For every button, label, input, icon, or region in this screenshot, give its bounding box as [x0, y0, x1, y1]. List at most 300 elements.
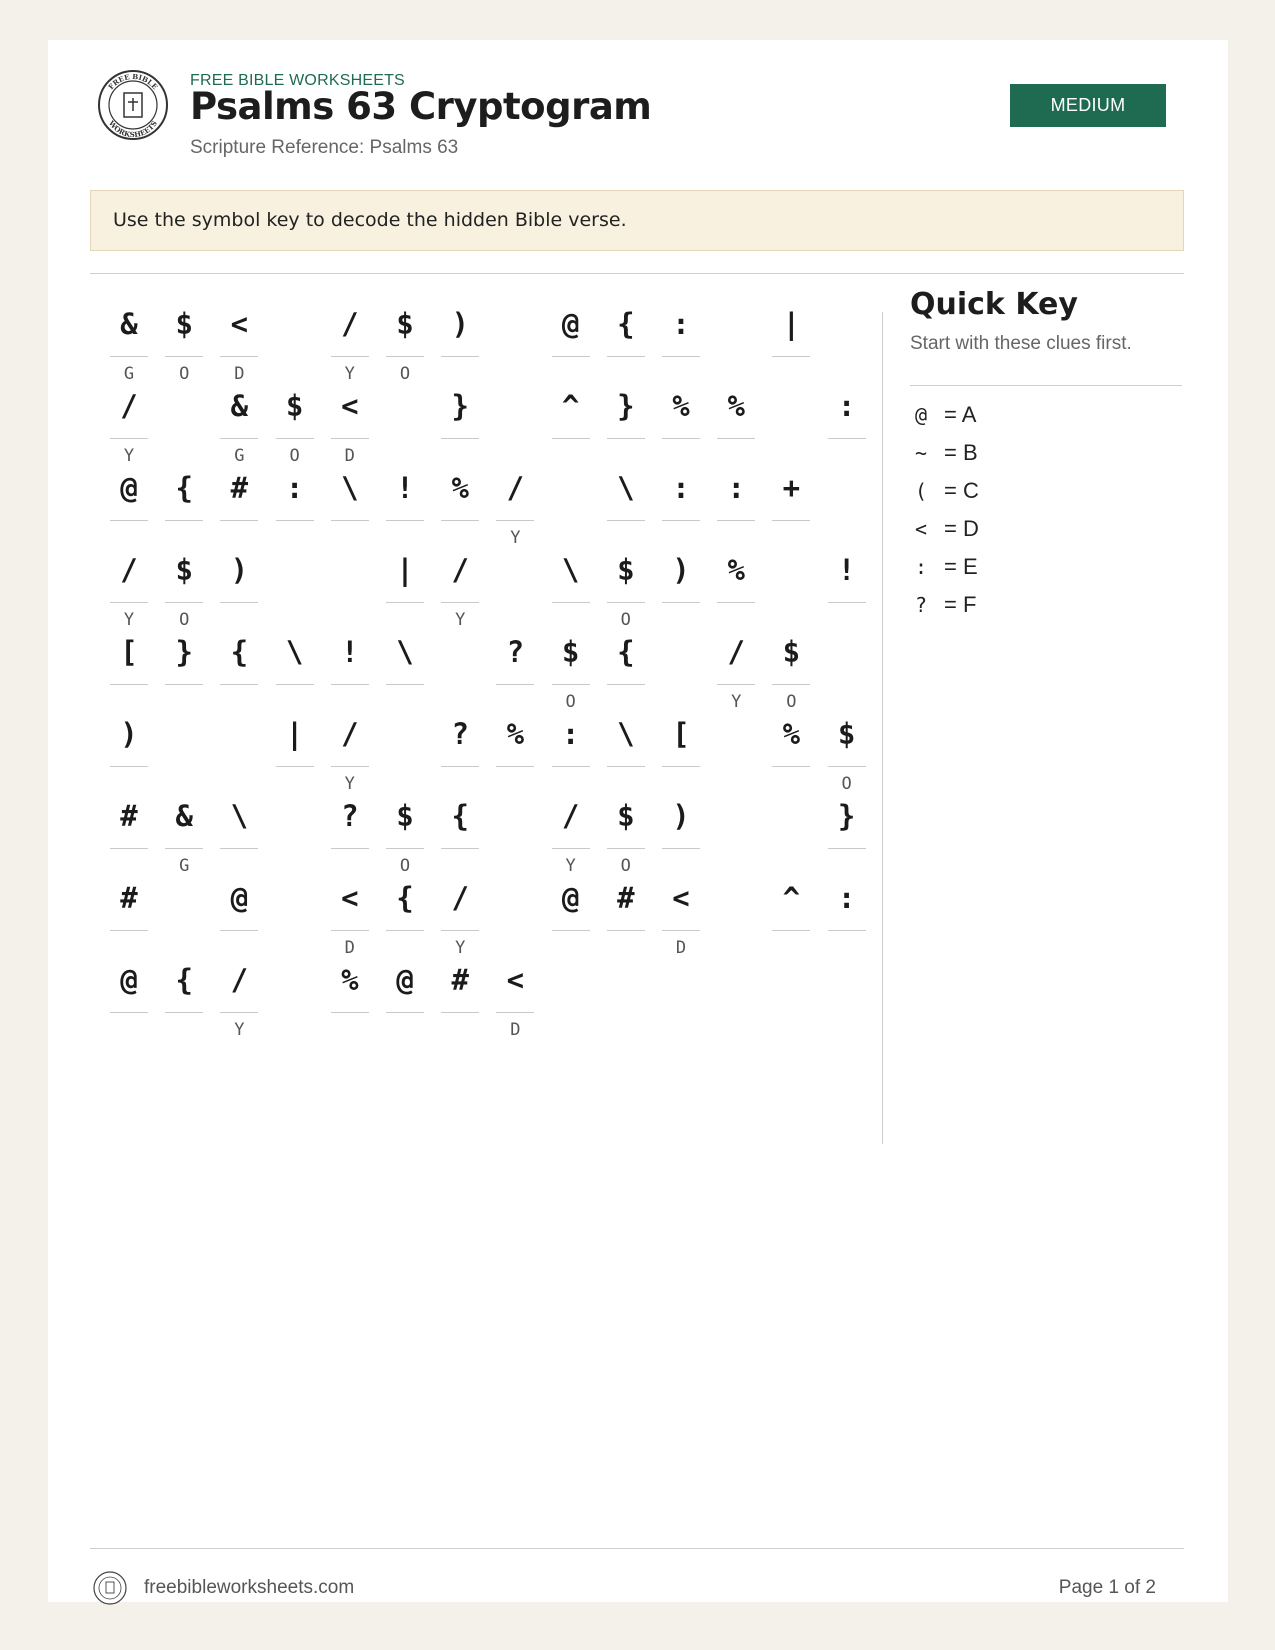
answer-line[interactable] — [165, 356, 203, 357]
key-symbol: ? — [914, 593, 928, 617]
cipher-cell — [552, 296, 590, 382]
cipher-cell — [386, 952, 424, 1038]
cipher-cell — [828, 870, 866, 956]
hint-letter: O — [841, 774, 852, 794]
cipher-cell — [165, 788, 203, 874]
cipher-cell — [331, 296, 369, 382]
brand-name: FREE BIBLE WORKSHEETS — [190, 72, 405, 89]
cipher-symbol: $ — [837, 717, 856, 751]
answer-line[interactable] — [386, 602, 424, 603]
cipher-cell — [331, 788, 369, 874]
cipher-symbol: ) — [672, 799, 690, 833]
cipher-cell — [110, 624, 148, 710]
cipher-symbol: : — [837, 389, 856, 423]
hint-letter: D — [234, 364, 245, 384]
difficulty-badge: MEDIUM — [1010, 84, 1166, 127]
cipher-symbol: \ — [341, 471, 359, 505]
cipher-cell — [717, 624, 755, 710]
key-symbol: @ — [914, 403, 928, 427]
cipher-cell — [110, 378, 148, 464]
cipher-symbol: { — [396, 881, 414, 915]
answer-line[interactable] — [607, 684, 645, 685]
scripture-reference: Scripture Reference: Psalms 63 — [190, 137, 459, 158]
answer-line[interactable] — [110, 684, 148, 685]
cipher-cell — [552, 542, 590, 628]
hint-letter: O — [620, 610, 631, 630]
cipher-cell — [276, 624, 314, 710]
cipher-cell — [828, 706, 866, 792]
key-entry — [910, 400, 1110, 430]
answer-line[interactable] — [386, 848, 424, 849]
key-entry — [910, 590, 1110, 620]
answer-line[interactable] — [165, 848, 203, 849]
hint-letter: O — [289, 446, 300, 466]
cipher-cell — [441, 460, 479, 546]
cipher-cell — [220, 624, 258, 710]
cipher-symbol: / — [341, 717, 359, 751]
answer-line[interactable] — [331, 684, 369, 685]
hint-letter: Y — [234, 1020, 245, 1040]
cryptogram-puzzle — [48, 40, 888, 1140]
cipher-cell — [165, 624, 203, 710]
cipher-symbol: ) — [230, 553, 249, 587]
cipher-cell — [441, 378, 479, 464]
cipher-cell — [331, 624, 369, 710]
cipher-symbol: # — [120, 799, 138, 833]
answer-line[interactable] — [331, 1012, 369, 1013]
answer-line[interactable] — [607, 766, 645, 767]
cipher-symbol: : — [727, 471, 745, 505]
column-divider — [882, 312, 883, 1144]
answer-line[interactable] — [110, 848, 148, 849]
key-entry — [910, 552, 1110, 582]
answer-line[interactable] — [772, 684, 810, 685]
answer-line[interactable] — [220, 848, 258, 849]
cipher-symbol: \ — [396, 635, 414, 669]
cipher-symbol: \ — [617, 471, 635, 505]
answer-line[interactable] — [220, 930, 258, 931]
answer-line[interactable] — [828, 766, 866, 767]
cipher-symbol: } — [617, 389, 635, 423]
answer-line[interactable] — [828, 438, 866, 439]
cipher-symbol: $ — [561, 635, 580, 669]
answer-line[interactable] — [607, 438, 645, 439]
cipher-symbol: / — [451, 553, 469, 587]
answer-line[interactable] — [441, 1012, 479, 1013]
cipher-symbol: ! — [341, 635, 359, 669]
answer-line[interactable] — [110, 930, 148, 931]
cipher-cell — [607, 624, 645, 710]
hint-letter: O — [786, 692, 797, 712]
answer-line[interactable] — [552, 602, 590, 603]
answer-line[interactable] — [276, 520, 314, 521]
cipher-cell — [828, 788, 866, 874]
cipher-symbol: { — [230, 635, 249, 669]
cipher-symbol: } — [175, 635, 193, 669]
cipher-cell — [441, 706, 479, 792]
key-value: = D — [944, 516, 979, 541]
key-value: = E — [944, 554, 978, 579]
cipher-cell — [110, 542, 148, 628]
answer-line[interactable] — [110, 438, 148, 439]
key-symbol: < — [914, 517, 928, 541]
cipher-symbol: < — [506, 963, 525, 997]
cipher-cell — [276, 460, 314, 546]
cipher-symbol: $ — [175, 553, 193, 587]
cipher-cell — [110, 706, 148, 792]
answer-line[interactable] — [441, 848, 479, 849]
cipher-cell — [220, 952, 258, 1038]
cipher-symbol: / — [120, 389, 138, 423]
answer-line[interactable] — [220, 1012, 258, 1013]
cipher-symbol: ! — [837, 553, 856, 587]
answer-line[interactable] — [662, 930, 700, 931]
answer-line[interactable] — [441, 356, 479, 357]
answer-line[interactable] — [607, 930, 645, 931]
answer-line[interactable] — [662, 766, 700, 767]
cipher-symbol: ? — [451, 717, 469, 751]
cipher-cell — [552, 378, 590, 464]
cipher-symbol: [ — [672, 717, 690, 751]
key-title: Quick Key — [910, 287, 1078, 322]
answer-line[interactable] — [496, 1012, 534, 1013]
answer-line[interactable] — [386, 684, 424, 685]
answer-line[interactable] — [662, 848, 700, 849]
answer-line[interactable] — [496, 520, 534, 521]
logo-text-top: FREE BIBLE — [106, 71, 160, 92]
cipher-symbol: $ — [617, 553, 635, 587]
cipher-symbol: < — [341, 881, 359, 915]
cipher-cell — [165, 542, 203, 628]
cipher-symbol: & — [230, 389, 249, 423]
answer-line[interactable] — [828, 930, 866, 931]
answer-line[interactable] — [386, 930, 424, 931]
cipher-cell — [276, 378, 314, 464]
answer-line[interactable] — [717, 438, 755, 439]
key-entry — [910, 438, 1110, 468]
hint-letter: D — [675, 938, 687, 958]
cipher-symbol: $ — [396, 307, 414, 341]
cipher-symbol: / — [727, 635, 745, 669]
cipher-symbol: # — [451, 963, 469, 997]
key-subtitle: Start with these clues first. — [910, 333, 1132, 354]
cipher-symbol: % — [506, 717, 525, 751]
cipher-cell — [386, 788, 424, 874]
answer-line[interactable] — [331, 438, 369, 439]
cipher-cell — [828, 378, 866, 464]
key-value: = A — [944, 402, 977, 427]
cipher-cell — [717, 378, 755, 464]
answer-line[interactable] — [772, 520, 810, 521]
cipher-cell — [220, 296, 258, 382]
cipher-cell — [662, 542, 700, 628]
answer-line[interactable] — [662, 438, 700, 439]
hint-letter: Y — [344, 774, 355, 794]
answer-line[interactable] — [441, 520, 479, 521]
cipher-cell — [607, 378, 645, 464]
cipher-symbol: [ — [120, 635, 138, 669]
answer-line[interactable] — [220, 356, 258, 357]
answer-line[interactable] — [220, 520, 258, 521]
answer-line[interactable] — [110, 602, 148, 603]
answer-line[interactable] — [717, 684, 755, 685]
hint-letter: G — [179, 856, 190, 876]
answer-line[interactable] — [441, 602, 479, 603]
hint-letter: Y — [455, 610, 466, 630]
cipher-symbol: % — [341, 963, 359, 997]
answer-line[interactable] — [386, 520, 424, 521]
hint-letter: O — [399, 364, 411, 384]
answer-line[interactable] — [441, 766, 479, 767]
answer-line[interactable] — [662, 602, 700, 603]
cipher-symbol: { — [617, 307, 635, 341]
answer-line[interactable] — [828, 602, 866, 603]
answer-line[interactable] — [772, 356, 810, 357]
cipher-symbol: ) — [451, 307, 469, 341]
cipher-symbol: ^ — [782, 881, 801, 915]
cipher-symbol: $ — [285, 389, 304, 423]
cipher-cell — [441, 542, 479, 628]
cipher-symbol: # — [230, 471, 249, 505]
key-symbol: ( — [914, 479, 928, 503]
cipher-cell — [552, 788, 590, 874]
cipher-symbol: / — [341, 307, 359, 341]
answer-line[interactable] — [220, 684, 258, 685]
cipher-symbol: \ — [230, 799, 249, 833]
cipher-cell — [662, 460, 700, 546]
cipher-cell — [220, 460, 258, 546]
page-title: Psalms 63 Cryptogram — [190, 85, 652, 128]
cipher-symbol: ) — [672, 553, 690, 587]
cipher-cell — [331, 378, 369, 464]
cipher-symbol: \ — [285, 635, 304, 669]
key-divider — [910, 385, 1182, 386]
answer-line[interactable] — [165, 602, 203, 603]
hint-letter: D — [510, 1020, 521, 1040]
answer-line[interactable] — [441, 930, 479, 931]
cipher-cell — [552, 624, 590, 710]
answer-line[interactable] — [110, 1012, 148, 1013]
cipher-symbol: | — [782, 307, 801, 341]
hint-letter: Y — [565, 856, 576, 876]
cipher-cell — [386, 460, 424, 546]
hint-letter: O — [179, 610, 190, 630]
answer-line[interactable] — [662, 520, 700, 521]
cipher-symbol: { — [175, 471, 193, 505]
cipher-symbol: ) — [120, 717, 138, 751]
answer-line[interactable] — [607, 356, 645, 357]
cipher-symbol: % — [782, 717, 801, 751]
cipher-symbol: } — [451, 389, 469, 423]
cipher-cell — [165, 952, 203, 1038]
hint-letter: Y — [731, 692, 742, 712]
cipher-cell — [496, 624, 534, 710]
cipher-symbol: | — [396, 553, 414, 587]
cipher-cell — [552, 870, 590, 956]
cipher-symbol: @ — [561, 881, 580, 915]
cipher-cell — [607, 788, 645, 874]
cipher-cell — [496, 952, 534, 1038]
cipher-symbol: / — [120, 553, 138, 587]
cipher-cell — [772, 706, 810, 792]
answer-line[interactable] — [496, 766, 534, 767]
key-entry — [910, 514, 1110, 544]
cipher-symbol: + — [782, 471, 801, 505]
answer-line[interactable] — [331, 766, 369, 767]
cipher-cell — [772, 624, 810, 710]
cipher-cell — [110, 460, 148, 546]
cipher-cell — [386, 624, 424, 710]
cipher-cell — [496, 460, 534, 546]
cipher-symbol: % — [727, 553, 745, 587]
cipher-symbol: / — [506, 471, 525, 505]
answer-line[interactable] — [552, 848, 590, 849]
answer-line[interactable] — [331, 356, 369, 357]
cipher-symbol: \ — [617, 717, 635, 751]
cipher-symbol: & — [175, 799, 193, 833]
cipher-cell — [607, 460, 645, 546]
answer-line[interactable] — [386, 1012, 424, 1013]
cipher-cell — [165, 296, 203, 382]
cipher-cell — [441, 870, 479, 956]
cipher-symbol: : — [285, 471, 304, 505]
cipher-symbol: # — [120, 881, 138, 915]
answer-line[interactable] — [331, 848, 369, 849]
cipher-symbol: / — [561, 799, 580, 833]
hint-letter: Y — [510, 528, 521, 548]
logo-text-bottom: WORKSHEETS — [106, 118, 159, 140]
answer-line[interactable] — [552, 356, 590, 357]
cipher-symbol: } — [837, 799, 856, 833]
cipher-cell — [331, 460, 369, 546]
cipher-cell — [386, 870, 424, 956]
cipher-cell — [165, 460, 203, 546]
answer-line[interactable] — [110, 520, 148, 521]
cipher-cell — [772, 296, 810, 382]
cipher-symbol: % — [451, 471, 469, 505]
answer-line[interactable] — [441, 438, 479, 439]
hint-letter: Y — [123, 610, 135, 630]
cipher-symbol: : — [672, 471, 690, 505]
cipher-symbol: $ — [175, 307, 193, 341]
answer-line[interactable] — [276, 684, 314, 685]
answer-line[interactable] — [220, 602, 258, 603]
cipher-cell — [220, 542, 258, 628]
cipher-symbol: $ — [617, 799, 635, 833]
hint-letter: O — [179, 364, 190, 384]
answer-line[interactable] — [110, 766, 148, 767]
answer-line[interactable] — [276, 766, 314, 767]
cipher-cell — [441, 788, 479, 874]
cipher-cell — [110, 870, 148, 956]
cipher-symbol: @ — [230, 881, 249, 915]
answer-line[interactable] — [772, 766, 810, 767]
cipher-symbol: : — [672, 307, 690, 341]
answer-line[interactable] — [386, 356, 424, 357]
cipher-symbol: ^ — [561, 389, 580, 423]
cipher-cell — [662, 788, 700, 874]
cipher-symbol: # — [617, 881, 635, 915]
answer-line[interactable] — [552, 684, 590, 685]
cipher-symbol: ? — [506, 635, 525, 669]
answer-line[interactable] — [276, 438, 314, 439]
cipher-cell — [441, 296, 479, 382]
answer-line[interactable] — [165, 684, 203, 685]
cipher-cell — [110, 952, 148, 1038]
cipher-cell — [662, 296, 700, 382]
cipher-cell — [331, 870, 369, 956]
cipher-cell — [110, 788, 148, 874]
cipher-symbol: @ — [561, 307, 580, 341]
answer-line[interactable] — [165, 520, 203, 521]
key-symbol: ~ — [914, 441, 928, 465]
cipher-cell — [331, 706, 369, 792]
answer-line[interactable] — [552, 438, 590, 439]
cipher-symbol: : — [837, 881, 856, 915]
cipher-symbol: ? — [341, 799, 359, 833]
footer-logo — [92, 1570, 128, 1606]
cipher-cell — [607, 296, 645, 382]
hint-letter: O — [620, 856, 631, 876]
answer-line[interactable] — [496, 684, 534, 685]
answer-line[interactable] — [331, 930, 369, 931]
answer-line[interactable] — [552, 930, 590, 931]
answer-line[interactable] — [607, 520, 645, 521]
cipher-symbol: $ — [396, 799, 414, 833]
hint-letter: D — [344, 446, 355, 466]
answer-line[interactable] — [552, 766, 590, 767]
answer-line[interactable] — [772, 930, 810, 931]
cipher-cell — [662, 870, 700, 956]
cipher-cell — [496, 706, 534, 792]
cipher-cell — [386, 296, 424, 382]
cipher-symbol: @ — [120, 963, 138, 997]
cipher-symbol: @ — [120, 471, 138, 505]
answer-line[interactable] — [662, 356, 700, 357]
cipher-symbol: $ — [782, 635, 801, 669]
hint-letter: G — [234, 446, 245, 466]
cipher-cell — [717, 542, 755, 628]
cipher-symbol: < — [230, 307, 249, 341]
cipher-symbol: % — [672, 389, 690, 423]
answer-line[interactable] — [828, 848, 866, 849]
cipher-symbol: { — [175, 963, 193, 997]
answer-line[interactable] — [110, 356, 148, 357]
cipher-symbol: { — [451, 799, 469, 833]
instructions-banner: Use the symbol key to decode the hidden Bible verse. — [90, 190, 1184, 251]
answer-line[interactable] — [165, 1012, 203, 1013]
page-number: Page 1 of 2 — [1058, 1577, 1156, 1598]
cipher-symbol: & — [120, 307, 138, 341]
cipher-symbol: @ — [396, 963, 414, 997]
cipher-symbol: / — [451, 881, 469, 915]
cipher-symbol: { — [617, 635, 635, 669]
answer-line[interactable] — [717, 520, 755, 521]
cipher-cell — [331, 952, 369, 1038]
cipher-symbol: \ — [561, 553, 580, 587]
answer-line[interactable] — [717, 602, 755, 603]
answer-line[interactable] — [331, 520, 369, 521]
cipher-cell — [220, 870, 258, 956]
cipher-cell — [552, 706, 590, 792]
cipher-cell — [607, 870, 645, 956]
answer-line[interactable] — [607, 848, 645, 849]
cipher-cell — [110, 296, 148, 382]
cipher-cell — [220, 378, 258, 464]
answer-line[interactable] — [220, 438, 258, 439]
answer-line[interactable] — [607, 602, 645, 603]
cipher-symbol: ! — [396, 471, 414, 505]
